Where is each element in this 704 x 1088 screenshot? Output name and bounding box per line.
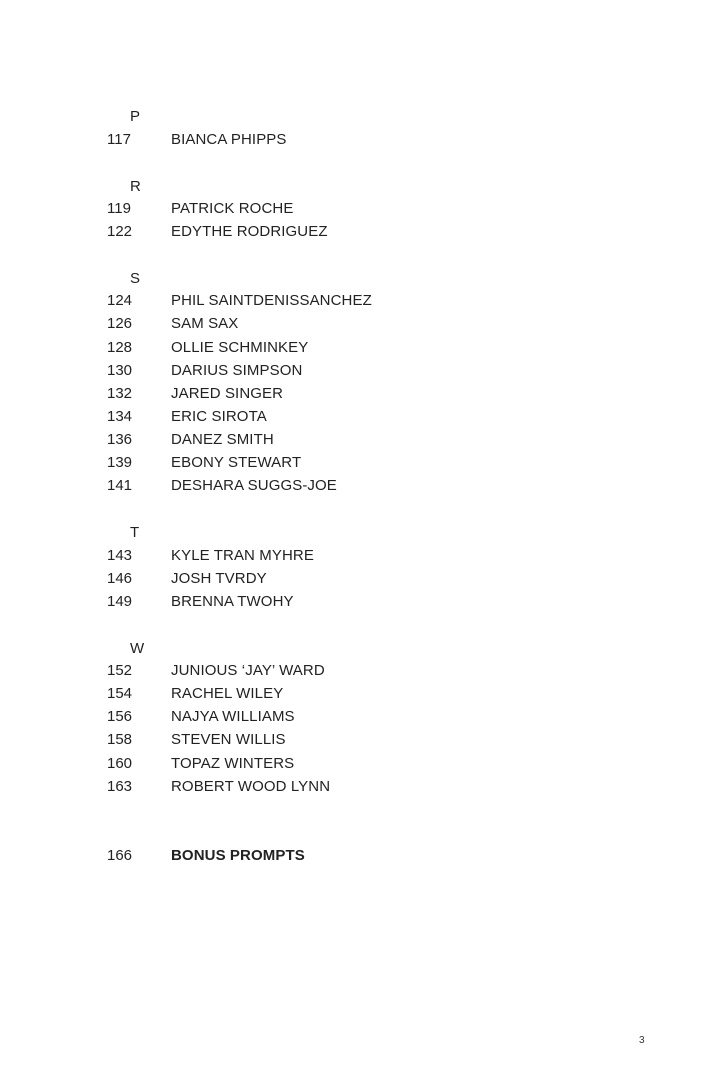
page-number: 122 — [107, 223, 133, 240]
page-number: 156 — [107, 708, 133, 725]
author-name: DARIUS SIMPSON — [171, 362, 303, 379]
page-number: 149 — [107, 593, 133, 610]
author-name: ROBERT WOOD LYNN — [171, 778, 331, 795]
author-name: DESHARA SUGGS-JOE — [171, 477, 337, 494]
page-number: 126 — [107, 315, 133, 332]
page-number: 134 — [107, 408, 133, 425]
section-letter-r: R — [130, 178, 142, 195]
section-letter-p: P — [130, 108, 141, 125]
author-name: BIANCA PHIPPS — [171, 131, 287, 148]
page-number: 160 — [107, 755, 133, 772]
page-number: 163 — [107, 778, 133, 795]
page-number: 124 — [107, 292, 133, 309]
page-number: 128 — [107, 339, 133, 356]
page-number: 132 — [107, 385, 133, 402]
page-number: 130 — [107, 362, 133, 379]
page-number: 166 — [107, 847, 133, 864]
author-name: PHIL SAINTDENISSANCHEZ — [171, 292, 372, 309]
page-number: 154 — [107, 685, 133, 702]
author-name: BRENNA TWOHY — [171, 593, 294, 610]
author-name: KYLE TRAN MYHRE — [171, 547, 314, 564]
author-name: NAJYA WILLIAMS — [171, 708, 295, 725]
author-name: OLLIE SCHMINKEY — [171, 339, 309, 356]
author-name: TOPAZ WINTERS — [171, 755, 295, 772]
bonus-prompts-label: BONUS PROMPTS — [171, 847, 305, 864]
section-letter-t: T — [130, 524, 140, 541]
author-name: PATRICK ROCHE — [171, 200, 294, 217]
author-name: JUNIOUS ‘JAY’ WARD — [171, 662, 325, 679]
author-name: RACHEL WILEY — [171, 685, 284, 702]
page-number: 119 — [107, 200, 131, 217]
section-letter-w: W — [130, 640, 145, 657]
page-number: 139 — [107, 454, 133, 471]
author-name: EDYTHE RODRIGUEZ — [171, 223, 328, 240]
section-letter-s: S — [130, 270, 141, 287]
page-number: 136 — [107, 431, 133, 448]
page-number: 143 — [107, 547, 133, 564]
author-name: DANEZ SMITH — [171, 431, 274, 448]
author-name: JARED SINGER — [171, 385, 284, 402]
page-number: 152 — [107, 662, 133, 679]
page-number: 158 — [107, 731, 133, 748]
author-name: EBONY STEWART — [171, 454, 302, 471]
page-number: 141 — [107, 477, 133, 494]
page-number: 117 — [107, 131, 131, 148]
author-name: JOSH TVRDY — [171, 570, 267, 587]
page-folio: 3 — [639, 1035, 645, 1046]
author-name: STEVEN WILLIS — [171, 731, 286, 748]
author-name: SAM SAX — [171, 315, 239, 332]
author-name: ERIC SIROTA — [171, 408, 267, 425]
page-number: 146 — [107, 570, 133, 587]
